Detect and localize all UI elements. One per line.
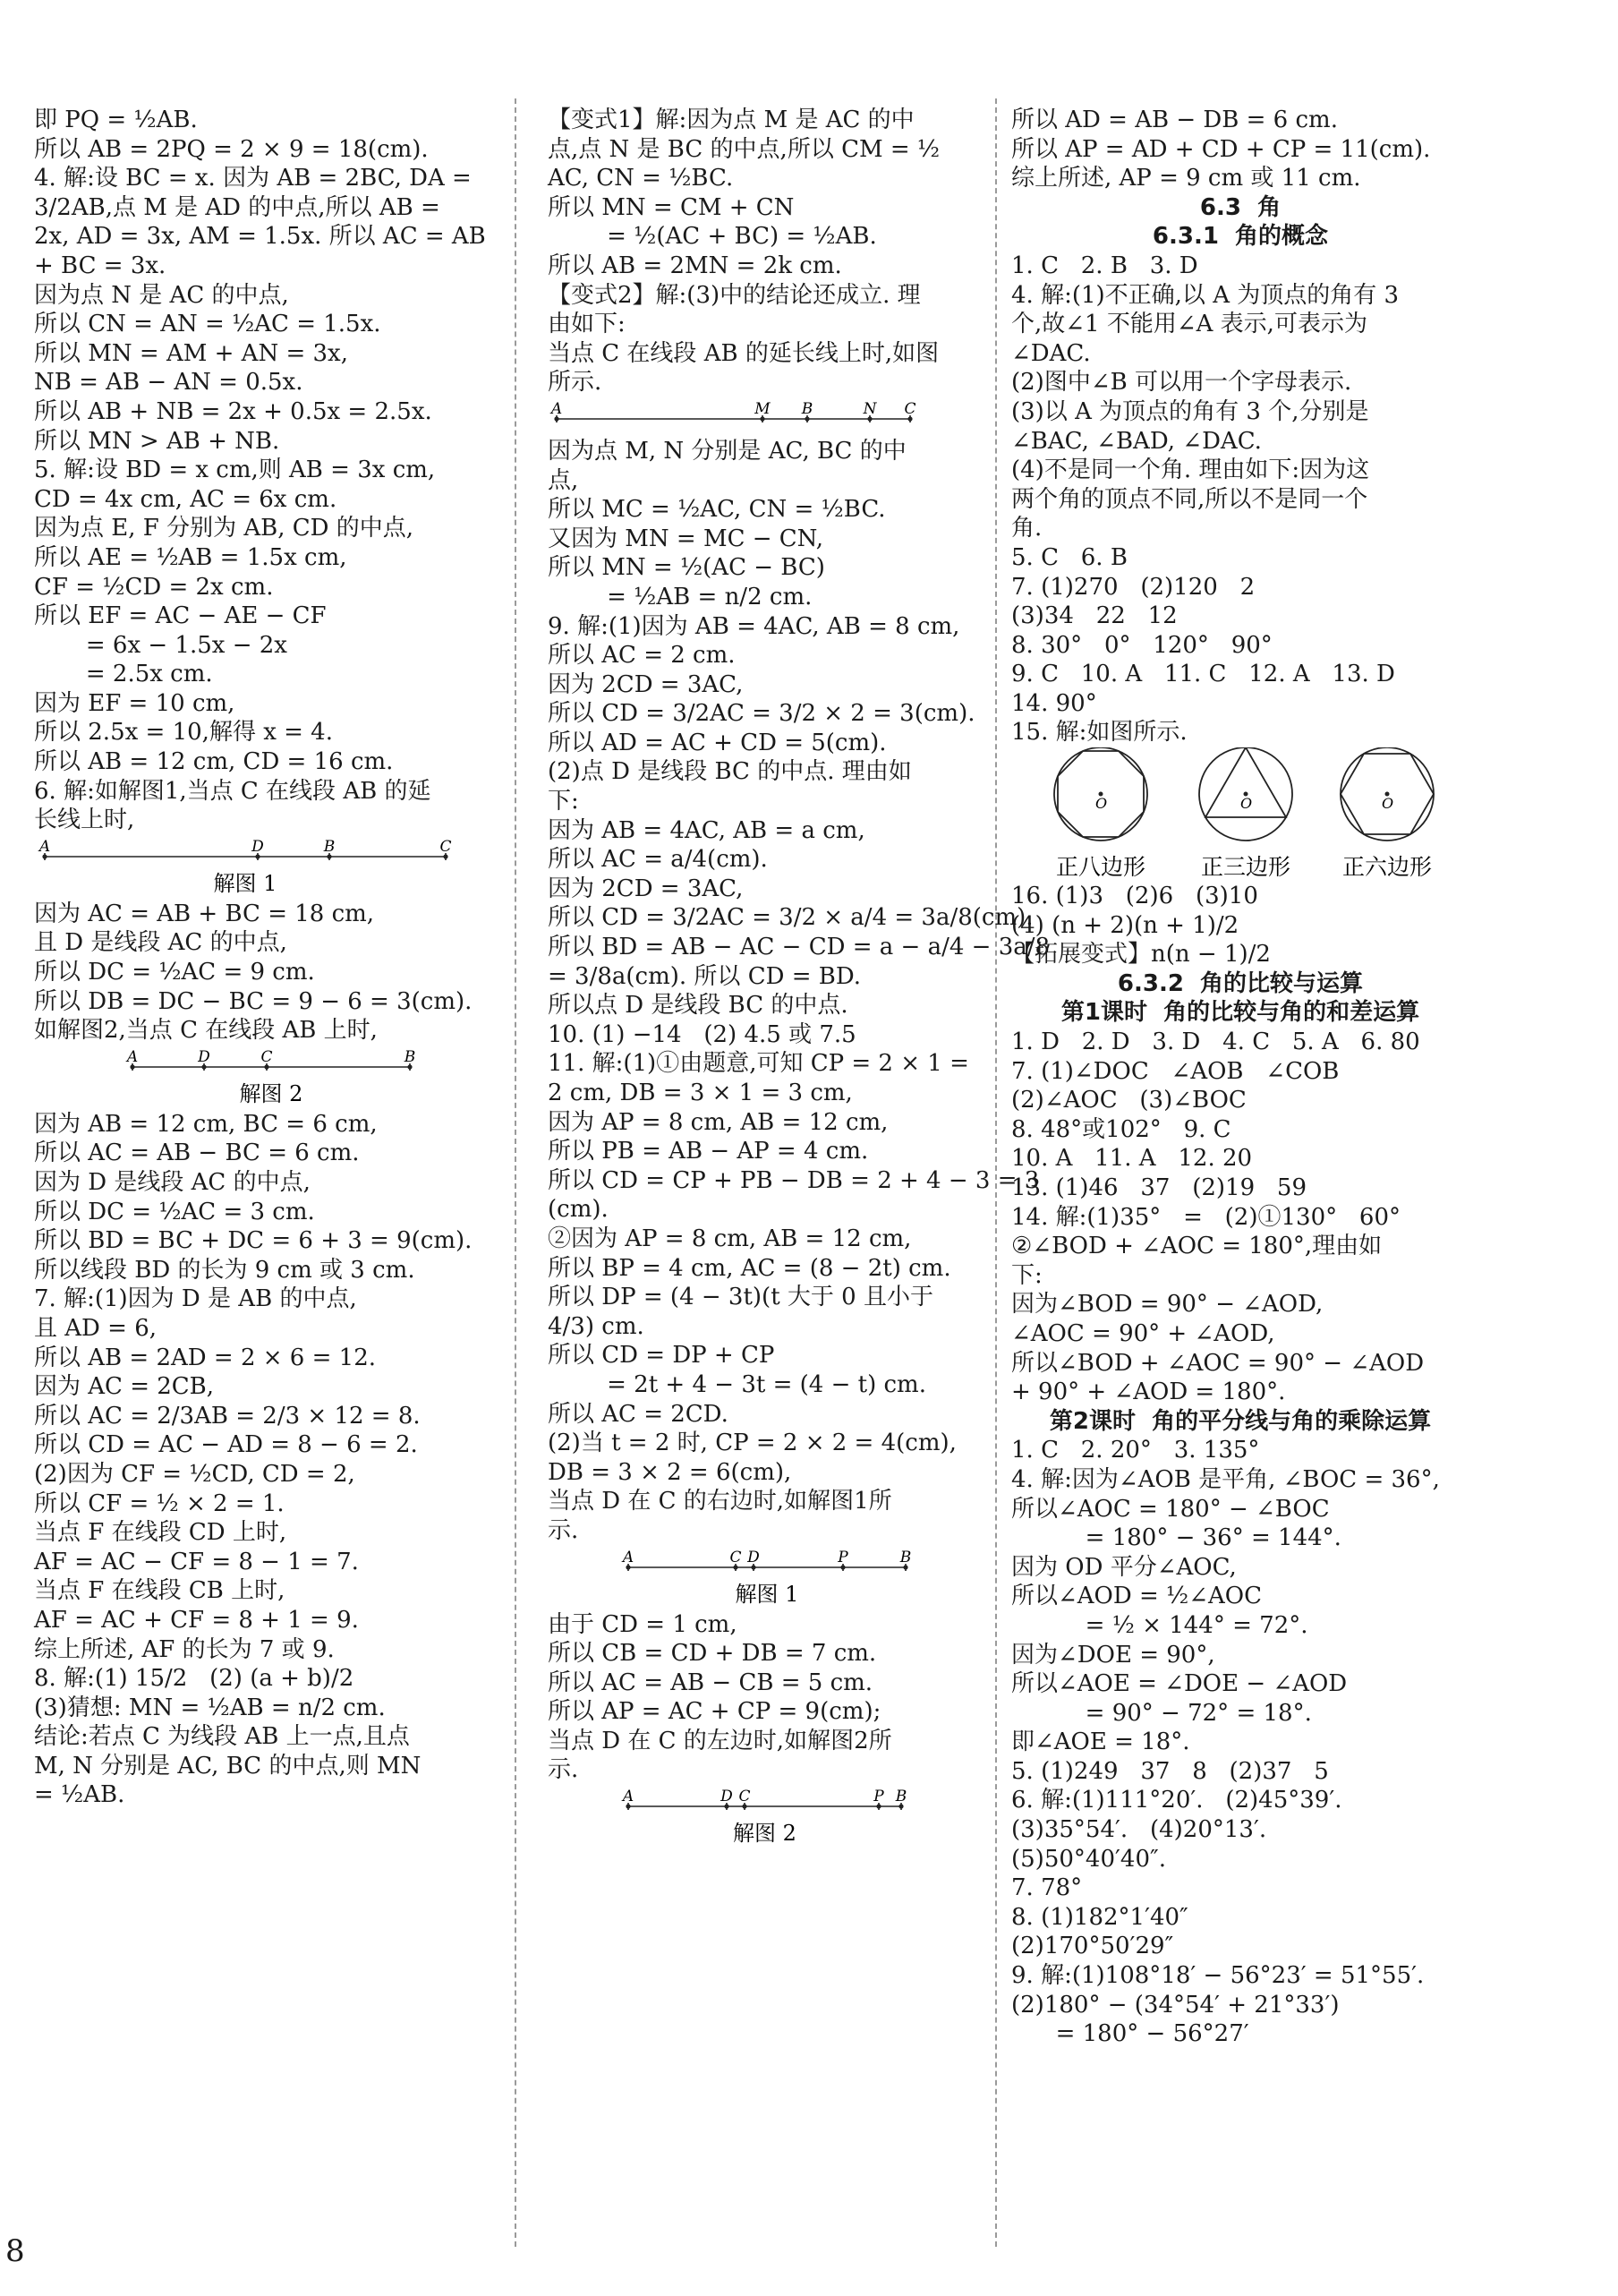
answer-line: 所以 CF = ½ × 2 = 1. [34, 1489, 285, 1517]
answer-line: 所以∠AOD = ½∠AOC [1011, 1583, 1263, 1610]
answer-line: = 2.5x cm. [34, 661, 213, 688]
answer-line: 当点 D 在 C 的右边时,如解图1所 [548, 1488, 892, 1515]
answer-line: 所以 MC = ½AC, CN = ½BC. [548, 496, 886, 524]
answer-line: 所以 BP = 4 cm, AC = (8 − 2t) cm. [548, 1254, 951, 1282]
answer-line: 因为 OD 平分∠AOC, [1011, 1553, 1237, 1581]
segment-point-label: D [251, 837, 264, 856]
answer-line: (3)34 22 12 [1011, 602, 1178, 630]
segment-point-label: C [439, 837, 452, 856]
answer-line: 所以 2.5x = 10,解得 x = 4. [34, 719, 333, 747]
answer-line: 下: [1011, 1261, 1043, 1289]
segment-point-label: B [801, 399, 813, 418]
answer-line: 即 PQ = ½AB. [34, 107, 198, 133]
answer-line: 所以 DC = ½AC = 9 cm. [34, 959, 315, 986]
answer-line: 所以 AE = ½AB = 1.5x cm, [34, 543, 347, 571]
section-heading: 第1课时 角的比较与角的和差运算 [1060, 999, 1420, 1027]
center-label: O [1095, 795, 1108, 813]
answer-line: 因为 AC = AB + BC = 18 cm, [34, 900, 375, 927]
answer-line: 所以 CD = 3/2AC = 3/2 × 2 = 3(cm). [548, 700, 975, 728]
answer-line: AF = AC + CF = 8 + 1 = 9. [34, 1606, 359, 1634]
polygon-label: 正六边形 [1341, 854, 1433, 881]
answer-line: 所以 AB = 2MN = 2k cm. [548, 252, 842, 279]
answer-line: 由如下: [548, 311, 626, 338]
answer-line: 因为 D 是线段 AC 的中点, [34, 1169, 311, 1196]
segment-point-label: D [198, 1047, 210, 1066]
answer-line: = 180° − 36° = 144°. [1011, 1524, 1341, 1552]
answer-line: 结论:若点 C 为线段 AB 上一点,且点 [34, 1723, 410, 1751]
answer-line: 所以 AC = a/4(cm). [548, 846, 768, 874]
segment-figure-fig5 [548, 1785, 977, 1849]
answer-line: 因为 AB = 12 cm, BC = 6 cm, [34, 1110, 378, 1138]
answer-line: CD = 4x cm, AC = 6x cm. [34, 485, 337, 513]
answer-line: 因为点 M, N 分别是 AC, BC 的中 [548, 437, 907, 465]
answer-line: 1. C 2. B 3. D [1011, 252, 1198, 279]
answer-line: = ½ × 144° = 72°. [1011, 1611, 1308, 1639]
answer-line: AC, CN = ½BC. [548, 165, 734, 192]
answer-line: 因为点 N 是 AC 的中点, [34, 281, 289, 309]
segment-point-label: B [895, 1788, 907, 1806]
answer-line: 点,点 N 是 BC 的中点,所以 CM = ½ [548, 135, 941, 163]
answer-line: 5. (1)249 37 8 (2)37 5 [1011, 1757, 1329, 1785]
answer-line: 14. 90° [1011, 689, 1097, 717]
figure-caption: 解图 1 [213, 870, 277, 896]
answer-line: 9. 解:(1)108°18′ − 56°23′ = 51°55′. [1011, 1962, 1425, 1990]
section-heading: 6.3 角 [1199, 193, 1282, 221]
answer-line: + 90° + ∠AOD = 180°. [1011, 1378, 1286, 1406]
answer-line: ∠BAC, ∠BAD, ∠DAC. [1011, 427, 1262, 455]
answer-column-1 [34, 106, 508, 1810]
answer-line: 即∠AOE = 18°. [1011, 1728, 1190, 1756]
answer-line: 所以点 D 是线段 BC 的中点. [548, 992, 848, 1020]
answer-line: 且 AD = 6, [34, 1314, 158, 1342]
answer-line: 5. 解:设 BD = x cm,则 AB = 3x cm, [34, 457, 436, 484]
answer-line: 7. (1)270 (2)120 2 [1011, 573, 1256, 601]
answer-line: ∠DAC. [1011, 339, 1091, 367]
answer-line: 因为 2CD = 3AC, [548, 670, 744, 698]
answer-line: 所以 AC = 2CD. [548, 1400, 728, 1428]
answer-line: 所以 AD = AB − DB = 6 cm. [1011, 107, 1338, 133]
answer-line: 当点 D 在 C 的左边时,如解图2所 [548, 1727, 892, 1754]
answer-line: 13. (1)46 37 (2)19 59 [1011, 1174, 1307, 1201]
answer-line: (2)当 t = 2 时, CP = 2 × 2 = 4(cm), [548, 1430, 957, 1457]
segment-point-label: A [126, 1047, 139, 1066]
answer-line: = 2t + 4 − 3t = (4 − t) cm. [548, 1370, 926, 1398]
segment-point-label: C [260, 1047, 273, 1066]
answer-line: (2)点 D 是线段 BC 的中点. 理由如 [548, 758, 912, 786]
polygon-label: 正三边形 [1200, 854, 1291, 881]
answer-line: 14. 解:(1)35° = (2)①130° 60° [1011, 1203, 1401, 1231]
answer-line: 示. [548, 1516, 579, 1544]
answer-line: 所以 CB = CD + DB = 7 cm. [548, 1640, 877, 1668]
segment-point-label: C [729, 1548, 742, 1566]
answer-line: 所以 MN = ½(AC − BC) [548, 554, 825, 582]
answer-line: = ½(AC + BC) = ½AB. [548, 223, 877, 251]
answer-line: 所以 AC = 2 cm. [548, 642, 736, 670]
answer-line: 【变式1】解:因为点 M 是 AC 的中 [548, 107, 915, 133]
answer-line: 所以∠AOE = ∠DOE − ∠AOD [1011, 1670, 1348, 1698]
answer-line: 因为 AB = 4AC, AB = a cm, [548, 816, 865, 844]
answer-line: + BC = 3x. [34, 252, 166, 279]
answer-line: 所以 DC = ½AC = 3 cm. [34, 1198, 315, 1225]
answer-line: ∠AOC = 90° + ∠AOD, [1011, 1319, 1275, 1347]
segment-point-label: D [747, 1548, 760, 1566]
figure-caption: 解图 2 [733, 1821, 796, 1847]
segment-point-label: B [323, 837, 336, 856]
answer-line: 10. (1) −14 (2) 4.5 或 7.5 [548, 1020, 856, 1048]
answer-line: (cm). [548, 1196, 609, 1224]
answer-line: 所以 DB = DC − BC = 9 − 6 = 3(cm). [34, 987, 473, 1015]
answer-line: = 6x − 1.5x − 2x [34, 631, 287, 659]
polygon-figures [1011, 747, 1469, 882]
answer-line: 2x, AD = 3x, AM = 1.5x. 所以 AC = AB [34, 223, 486, 251]
answer-line: 所以 AB = 2PQ = 2 × 9 = 18(cm). [34, 135, 429, 163]
section-heading: 6.3.1 角的概念 [1152, 223, 1329, 251]
answer-line: (3)35°54′. (4)20°13′. [1011, 1816, 1267, 1844]
answer-line: 角. [1011, 515, 1043, 542]
answer-line: 所以 EF = AC − AE − CF [34, 602, 327, 630]
answer-line: 所以 CN = AN = ½AC = 1.5x. [34, 311, 381, 338]
answer-line: 4/3) cm. [548, 1312, 644, 1340]
answer-line: 综上所述, AP = 9 cm 或 11 cm. [1011, 165, 1361, 192]
answer-line: 因为点 E, F 分别为 AB, CD 的中点, [34, 515, 414, 542]
center-label: O [1382, 795, 1394, 813]
answer-line: 9. 解:(1)因为 AB = 4AC, AB = 8 cm, [548, 612, 960, 640]
answer-line: 所以 CD = CP + PB − DB = 2 + 4 − 3 = 3 [548, 1166, 1040, 1194]
figure-caption: 解图 1 [735, 1581, 799, 1607]
segment-figure-fig2 [34, 1046, 508, 1110]
answer-line: (4)不是同一个角. 理由如下:因为这 [1011, 457, 1370, 484]
center-label: O [1240, 795, 1253, 813]
answer-line: 因为 AP = 8 cm, AB = 12 cm, [548, 1108, 889, 1136]
answer-line: 8. 30° 0° 120° 90° [1011, 631, 1273, 659]
answer-line: 11. 解:(1)①由题意,可知 CP = 2 × 1 = [548, 1050, 969, 1078]
answer-line: (4) (n + 2)(n + 1)/2 [1011, 911, 1239, 939]
answer-line: 所以 CD = DP + CP [548, 1342, 775, 1370]
answer-line: 6. 解:如解图1,当点 C 在线段 AB 的延 [34, 777, 431, 805]
answer-line: 8. 48°或102° 9. C [1011, 1115, 1231, 1143]
answer-line: 当点 C 在线段 AB 的延长线上时,如图 [548, 339, 940, 367]
answer-line: CF = ½CD = 2x cm. [34, 573, 274, 601]
answer-line: (2)170°50′29″ [1011, 1933, 1174, 1960]
answer-line: 所以 PB = AB − AP = 4 cm. [548, 1138, 869, 1165]
answer-line: 由于 CD = 1 cm, [548, 1610, 737, 1638]
answer-line: 7. (1)∠DOC ∠AOB ∠COB [1011, 1057, 1340, 1085]
answer-line: 所以 BD = BC + DC = 6 + 3 = 9(cm). [34, 1227, 473, 1255]
segment-point-label: A [550, 399, 563, 418]
answer-line: 当点 F 在线段 CD 上时, [34, 1519, 287, 1547]
answer-line: = ½AB = n/2 cm. [548, 583, 813, 610]
answer-line: 所以线段 BD 的长为 9 cm 或 3 cm. [34, 1256, 415, 1284]
answer-line: ②∠BOD + ∠AOC = 180°,理由如 [1011, 1233, 1383, 1260]
answer-line: 两个角的顶点不同,所以不是同一个 [1011, 485, 1368, 513]
segment-figure-fig4 [548, 1546, 977, 1610]
answer-column-3 [1011, 106, 1469, 2049]
answer-line: = ½AB. [34, 1781, 125, 1809]
answer-line: (2)图中∠B 可以用一个字母表示. [1011, 369, 1352, 397]
answer-line: 因为∠BOD = 90° − ∠AOD, [1011, 1291, 1324, 1319]
segment-point-label: D [720, 1788, 733, 1806]
answer-line: 2 cm, DB = 3 × 1 = 3 cm, [548, 1080, 853, 1106]
answer-line: 如解图2,当点 C 在线段 AB 上时, [34, 1017, 378, 1045]
answer-line: (5)50°40′40″. [1011, 1845, 1166, 1873]
answer-line: 【拓展变式】n(n − 1)/2 [1011, 941, 1271, 969]
answer-line: 所以 AC = AB − CB = 5 cm. [548, 1669, 873, 1696]
answer-line: 10. A 11. A 12. 20 [1011, 1145, 1253, 1173]
answer-line: 所以 AB = 2AD = 2 × 6 = 12. [34, 1344, 377, 1371]
answer-line: 7. 78° [1011, 1874, 1083, 1902]
answer-line: (2)∠AOC (3)∠BOC [1011, 1087, 1247, 1114]
segment-point-label: P [838, 1548, 848, 1566]
page-number: 8 [5, 2233, 25, 2269]
answer-line: 所以 MN = CM + CN [548, 193, 795, 221]
segment-point-label: A [622, 1788, 634, 1806]
answer-line: 5. C 6. B [1011, 543, 1128, 571]
segment-point-label: B [404, 1047, 416, 1066]
answer-line: = 3/8a(cm). 所以 CD = BD. [548, 962, 862, 990]
answer-line: 因为 EF = 10 cm, [34, 689, 235, 717]
answer-line: 4. 解:因为∠AOB 是平角, ∠BOC = 36°, [1011, 1465, 1440, 1493]
answer-line: 所以 AD = AC + CD = 5(cm). [548, 729, 887, 756]
answer-line: 下: [548, 788, 579, 815]
polygon-label: 正八边形 [1055, 854, 1146, 881]
answer-line: 所以 AC = 2/3AB = 2/3 × 12 = 8. [34, 1402, 421, 1430]
answer-line: 且 D 是线段 AC 的中点, [34, 929, 287, 957]
section-heading: 6.3.2 角的比较与运算 [1117, 969, 1364, 997]
answer-line: 所以 AC = AB − BC = 6 cm. [34, 1139, 360, 1167]
answer-line: 长线上时, [34, 807, 135, 834]
segment-point-label: P [873, 1788, 884, 1806]
answer-line: 当点 F 在线段 CB 上时, [34, 1577, 285, 1605]
answer-line: 所以∠BOD + ∠AOC = 90° − ∠AOD [1011, 1349, 1425, 1377]
answer-line: 8. 解:(1) 15/2 (2) (a + b)/2 [34, 1665, 354, 1693]
answer-line: 所以 BD = AB − AC − CD = a − a/4 − 3a/8 [548, 934, 1051, 961]
segment-point-label: C [904, 399, 916, 418]
segment-point-label: C [738, 1788, 751, 1806]
answer-line: 4. 解:(1)不正确,以 A 为顶点的角有 3 [1011, 281, 1400, 309]
answer-line: (3)以 A 为顶点的角有 3 个,分别是 [1011, 397, 1369, 425]
answer-line: 所以 AP = AC + CP = 9(cm); [548, 1698, 881, 1726]
answer-line: = 180° − 56°27′ [1011, 2020, 1249, 2048]
answer-line: 所以 DP = (4 − 3t)(t 大于 0 且小于 [548, 1284, 933, 1311]
segment-point-label: B [899, 1548, 912, 1566]
answer-line: 因为 AC = 2CB, [34, 1373, 215, 1401]
answer-line: 所以 MN > AB + NB. [34, 427, 280, 455]
segment-point-label: A [38, 837, 51, 856]
answer-line: 所以 MN = AM + AN = 3x, [34, 339, 348, 367]
answer-line: 所示. [548, 369, 602, 397]
answer-line: 所以 AP = AD + CD + CP = 11(cm). [1011, 135, 1431, 163]
answer-line: DB = 3 × 2 = 6(cm), [548, 1458, 792, 1486]
section-heading: 第2课时 角的平分线与角的乘除运算 [1049, 1407, 1432, 1435]
answer-line: M, N 分别是 AC, BC 的中点,则 MN [34, 1752, 422, 1780]
answer-line: AF = AC − CF = 8 − 1 = 7. [34, 1548, 359, 1575]
answer-line: 1. C 2. 20° 3. 135° [1011, 1437, 1260, 1464]
answer-line: 所以 CD = 3/2AC = 3/2 × a/4 = 3a/8(cm). [548, 904, 1034, 932]
answer-line: 4. 解:设 BC = x. 因为 AB = 2BC, DA = [34, 165, 472, 192]
answer-line: 16. (1)3 (2)6 (3)10 [1011, 883, 1258, 910]
answer-line: 所以∠AOC = 180° − ∠BOC [1011, 1495, 1330, 1523]
answer-line: 1. D 2. D 3. D 4. C 5. A 6. 80 [1011, 1029, 1420, 1056]
answer-line: 示. [548, 1756, 579, 1784]
answer-line: 15. 解:如图所示. [1011, 719, 1188, 747]
answer-line: 8. (1)182°1′40″ [1011, 1903, 1188, 1931]
answer-line: 3/2AB,点 M 是 AD 的中点,所以 AB = [34, 193, 440, 221]
figure-caption: 解图 2 [239, 1080, 303, 1106]
answer-line: 所以 AB + NB = 2x + 0.5x = 2.5x. [34, 397, 432, 425]
answer-line: 因为 2CD = 3AC, [548, 875, 744, 902]
answer-line: NB = AB − AN = 0.5x. [34, 369, 303, 397]
answer-line: 9. C 10. A 11. C 12. A 13. D [1011, 661, 1395, 688]
answer-line: 所以 CD = AC − AD = 8 − 6 = 2. [34, 1431, 418, 1459]
answer-line: 所以 AB = 12 cm, CD = 16 cm. [34, 748, 394, 776]
answer-line: (2)180° − (34°54′ + 21°33′) [1011, 1991, 1340, 2019]
answer-line: 个,故∠1 不能用∠A 表示,可表示为 [1011, 311, 1367, 338]
answer-line: = 90° − 72° = 18°. [1011, 1699, 1312, 1727]
segment-point-label: N [863, 399, 877, 418]
segment-figure-fig3 [548, 397, 977, 437]
answer-line: 因为∠DOE = 90°, [1011, 1641, 1215, 1669]
answer-line: 6. 解:(1)111°20′. (2)45°39′. [1011, 1787, 1342, 1814]
answer-line: 点, [548, 466, 579, 494]
answer-line: 【变式2】解:(3)中的结论还成立. 理 [548, 281, 921, 309]
answer-line: ②因为 AP = 8 cm, AB = 12 cm, [548, 1225, 912, 1252]
answer-line: 综上所述, AF 的长为 7 或 9. [34, 1635, 335, 1663]
answer-line: (2)因为 CF = ½CD, CD = 2, [34, 1460, 355, 1488]
segment-point-label: M [754, 399, 771, 418]
answer-line: 7. 解:(1)因为 D 是 AB 的中点, [34, 1285, 357, 1313]
answer-line: 又因为 MN = MC − CN, [548, 525, 824, 552]
answer-line: (3)猜想: MN = ½AB = n/2 cm. [34, 1694, 386, 1721]
segment-point-label: A [622, 1548, 634, 1566]
column-divider-1 [515, 98, 516, 2247]
answer-column-2 [548, 106, 1051, 1849]
segment-figure-fig1 [34, 835, 508, 900]
